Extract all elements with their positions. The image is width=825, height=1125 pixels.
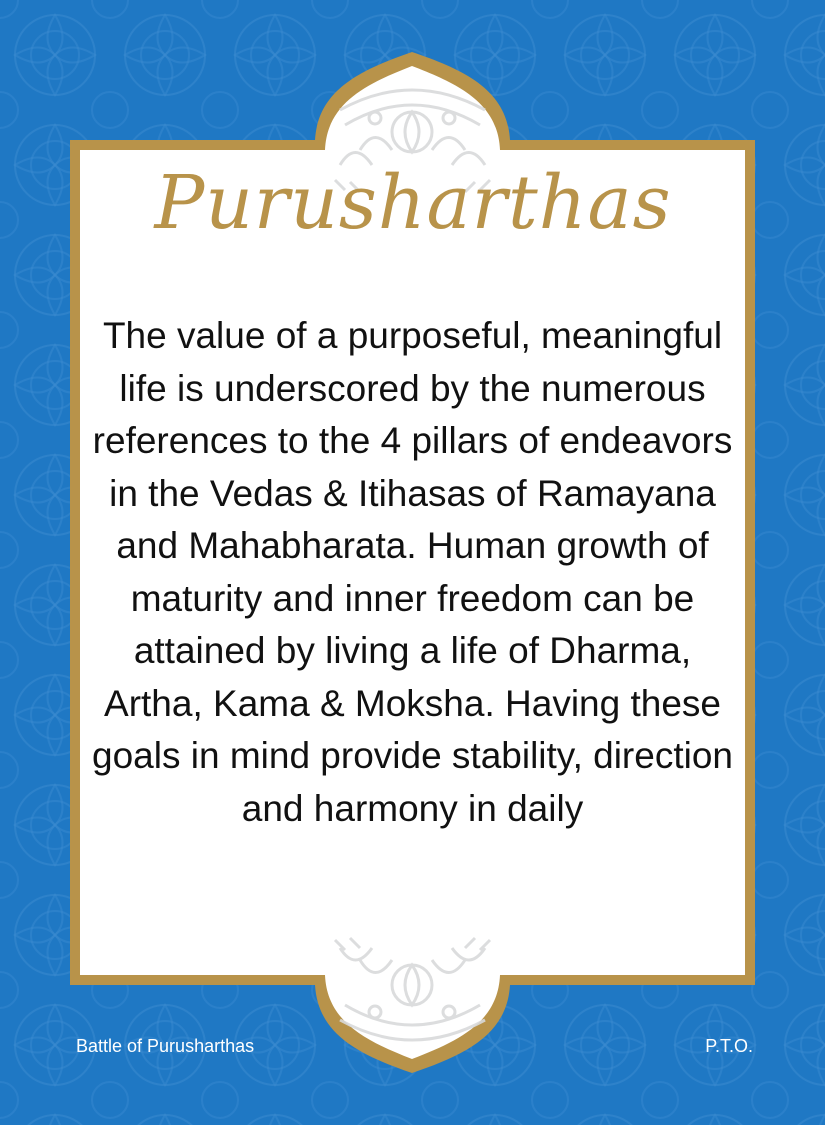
card-title: Purusharthas (154, 160, 672, 246)
footer-pto: P.T.O. (705, 1036, 753, 1056)
footer-game-name: Battle of Purusharthas (76, 1036, 255, 1056)
card-body-text: The value of a purposeful, meaningful life is underscored by the numerous references to the 4 pillars of endeavors in the Vedas & Itihasas of Ramayana and Mahabharata. Human growth of maturity and inner freedom can be attained by living a life of Dharma, Artha, Kama & Moksha. Having these goals in mind provide stability, direction and harmony in daily (92, 315, 733, 829)
